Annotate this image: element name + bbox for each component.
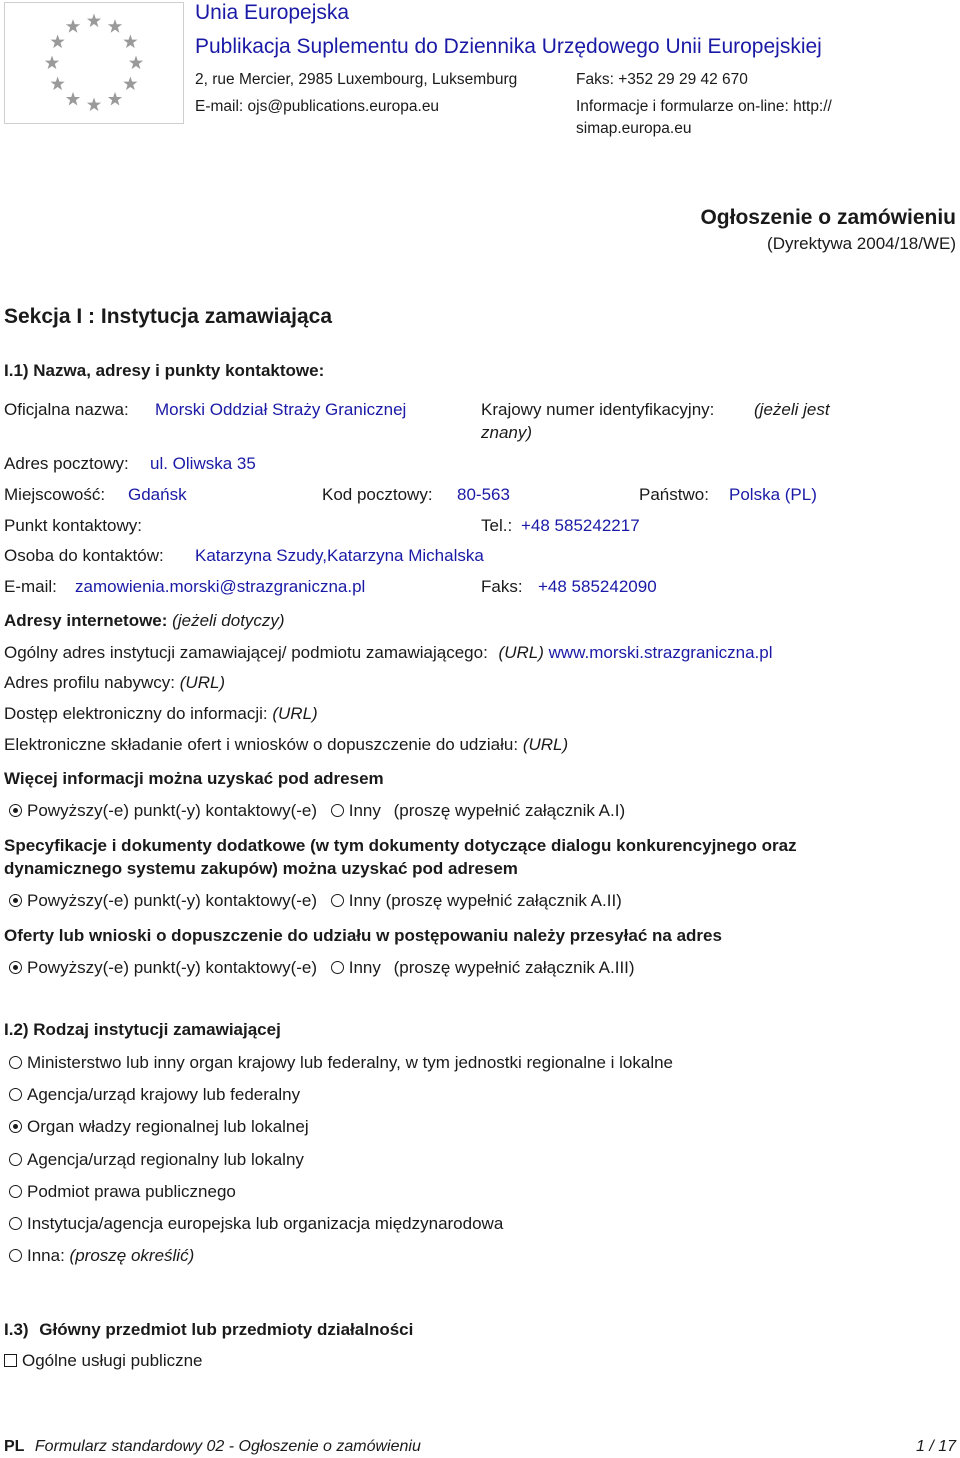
contact-person-label: Osoba do kontaktów:: [4, 546, 164, 565]
i2-option[interactable]: [9, 1117, 309, 1137]
footer-left: [4, 1438, 421, 1456]
notice-title: Ogłoszenie o zamówieniu: [700, 206, 956, 229]
fax-label: Faks:: [481, 577, 523, 596]
radio-above-contact[interactable]: [9, 804, 22, 817]
i2-other-note: (proszę określić): [69, 1246, 195, 1265]
checkbox-icon[interactable]: [4, 1354, 17, 1367]
i2-option[interactable]: [9, 1053, 673, 1073]
tel-value: +48 585242217: [521, 516, 640, 535]
annex-label: (proszę wypełnić załącznik A.I): [393, 801, 626, 820]
radio-icon[interactable]: [9, 1153, 22, 1166]
i3-title-num: I.3): [4, 1320, 29, 1339]
i3-option-label: Ogólne usługi publiczne: [22, 1351, 203, 1370]
footer-page: 1 / 17: [915, 1438, 956, 1455]
header-address: 2, rue Mercier, 2985 Luxembourg, Luksemburg: [195, 71, 518, 88]
contact-person-value: Katarzyna Szudy,Katarzyna Michalska: [195, 546, 484, 565]
i2-option[interactable]: [9, 1085, 300, 1105]
general-address-value[interactable]: www.morski.strazgraniczna.pl: [548, 643, 773, 662]
i3-title: [4, 1320, 413, 1340]
specs-title-2: dynamicznego systemu zakupów) można uzyskać pod adresem: [4, 859, 518, 878]
radio-icon[interactable]: [9, 1249, 22, 1262]
town-value: Gdańsk: [128, 485, 187, 504]
electronic-access-row: [4, 704, 318, 724]
more-info-title: Więcej informacji można uzyskać pod adresem: [4, 769, 384, 788]
star-icon: [129, 56, 143, 70]
fax-value: +48 585242090: [538, 577, 657, 596]
postal-address-label: Adres pocztowy:: [4, 454, 129, 473]
national-id-note: (jeżeli jest: [754, 400, 830, 419]
star-icon: [50, 35, 64, 49]
footer-form: Formularz standardowy 02 - Ogłoszenie o zamówieniu: [34, 1438, 421, 1455]
i3-title-text: Główny przedmiot lub przedmioty działalności: [39, 1320, 414, 1339]
tenders-title: Oferty lub wnioski o dopuszczenie do udziału w postępowaniu należy przesyłać na adres: [4, 926, 722, 945]
i2-option-label: Organ władzy regionalnej lub lokalnej: [27, 1117, 309, 1136]
notice-directive: (Dyrektywa 2004/18/WE): [767, 234, 956, 253]
i2-option[interactable]: [9, 1150, 304, 1170]
header-email: E-mail: ojs@publications.europa.eu: [195, 98, 440, 115]
i2-option-label: Agencja/urząd regionalny lub lokalny: [27, 1150, 304, 1169]
general-address-label: Ogólny adres instytucji zamawiającej/ podmiotu zamawiającego:: [4, 643, 488, 662]
town-label: Miejscowość:: [4, 485, 106, 504]
section-title: Sekcja I : Instytucja zamawiająca: [4, 305, 333, 328]
annex-label: (proszę wypełnić załącznik A.III): [393, 958, 635, 977]
star-icon: [45, 56, 59, 70]
contact-point-label: Punkt kontaktowy:: [4, 516, 142, 535]
internet-addresses: [4, 611, 285, 631]
star-icon: [108, 92, 122, 106]
i1-title: I.1) Nazwa, adresy i punkty kontaktowe:: [4, 361, 325, 380]
radio-other[interactable]: [331, 894, 344, 907]
specs-title: Specyfikacje i dokumenty dodatkowe (w tym dokumenty dotyczące dialogu konkurencyjnego oraz: [4, 836, 797, 855]
radio-icon[interactable]: [9, 1120, 22, 1133]
radio-icon[interactable]: [9, 1088, 22, 1101]
eu-stars-icon: [5, 3, 183, 123]
header-info-line1: Informacje i formularze on-line: http://: [576, 98, 832, 115]
radio-other[interactable]: [331, 804, 344, 817]
electronic-submission-row: [4, 735, 568, 755]
radio-other[interactable]: [331, 961, 344, 974]
radio-icon[interactable]: [9, 1217, 22, 1230]
other-label: Inny: [348, 958, 381, 977]
radio-icon[interactable]: [9, 1185, 22, 1198]
postcode-label: Kod pocztowy:: [322, 485, 433, 504]
internet-note: (jeżeli dotyczy): [172, 611, 285, 630]
i2-option-label: Podmiot prawa publicznego: [27, 1182, 236, 1201]
specs-options: [9, 891, 622, 911]
star-icon: [66, 19, 80, 33]
i2-option-label: Ministerstwo lub inny organ krajowy lub federalny, w tym jednostki regionalne i lokalne: [27, 1053, 673, 1072]
buyer-profile-label: Adres profilu nabywcy:: [4, 673, 176, 692]
tel-label: Tel.:: [481, 516, 513, 535]
electronic-submission-label: Elektroniczne składanie ofert i wniosków o dopuszczenie do udziału:: [4, 735, 519, 754]
other-label: Inny: [348, 891, 381, 910]
electronic-access-label: Dostęp elektroniczny do informacji:: [4, 704, 268, 723]
header-publication: Publikacja Suplementu do Dziennika Urzędowego Unii Europejskiej: [195, 35, 822, 58]
header-info-line2: simap.europa.eu: [576, 120, 692, 137]
eu-flag-logo: [4, 2, 184, 124]
star-icon: [123, 35, 137, 49]
email-label: E-mail:: [4, 577, 57, 596]
internet-label: Adresy internetowe:: [4, 611, 168, 630]
i2-title: I.2) Rodzaj instytucji zamawiającej: [4, 1020, 281, 1039]
more-info-options: [9, 801, 625, 821]
i2-option[interactable]: [9, 1246, 194, 1266]
annex-label: (proszę wypełnić załącznik A.II): [385, 891, 622, 910]
official-name-value: Morski Oddział Straży Granicznej: [155, 400, 407, 419]
i2-option[interactable]: [9, 1182, 236, 1202]
national-id-label: Krajowy numer identyfikacyjny:: [481, 400, 715, 419]
country-value: Polska (PL): [729, 485, 817, 504]
i2-option-label: Inna:: [27, 1246, 65, 1265]
postcode-value: 80-563: [457, 485, 510, 504]
i3-option[interactable]: [4, 1351, 203, 1371]
i2-option[interactable]: [9, 1214, 503, 1234]
postal-address-value: ul. Oliwska 35: [150, 454, 256, 473]
radio-above-contact[interactable]: [9, 894, 22, 907]
header-fax: Faks: +352 29 29 42 670: [576, 71, 748, 88]
url-tag: (URL): [272, 704, 318, 723]
above-contact-label: Powyższy(-e) punkt(-y) kontaktowy(-e): [27, 801, 318, 820]
tenders-options: [9, 958, 635, 978]
url-tag: (URL): [522, 735, 569, 754]
country-label: Państwo:: [639, 485, 709, 504]
above-contact-label: Powyższy(-e) punkt(-y) kontaktowy(-e): [27, 891, 318, 910]
header-org: Unia Europejska: [195, 1, 350, 24]
star-icon: [108, 19, 122, 33]
email-value[interactable]: zamowienia.morski@strazgraniczna.pl: [75, 577, 366, 596]
star-icon: [123, 77, 137, 91]
url-tag: (URL): [179, 673, 226, 692]
i2-option-label: Instytucja/agencja europejska lub organizacja międzynarodowa: [27, 1214, 504, 1233]
star-icon: [50, 77, 64, 91]
other-label: Inny: [348, 801, 381, 820]
url-tag: (URL): [498, 643, 544, 662]
footer-lang: PL: [4, 1438, 25, 1455]
star-icon: [87, 98, 101, 112]
official-name-label: Oficjalna nazwa:: [4, 400, 129, 419]
star-icon: [87, 14, 101, 28]
above-contact-label: Powyższy(-e) punkt(-y) kontaktowy(-e): [27, 958, 318, 977]
buyer-profile-row: [4, 673, 225, 693]
star-icon: [66, 92, 80, 106]
i2-option-label: Agencja/urząd krajowy lub federalny: [27, 1085, 301, 1104]
national-id-note-2: znany): [481, 423, 533, 442]
radio-icon[interactable]: [9, 1056, 22, 1069]
radio-above-contact[interactable]: [9, 961, 22, 974]
general-address-row: [4, 643, 773, 663]
